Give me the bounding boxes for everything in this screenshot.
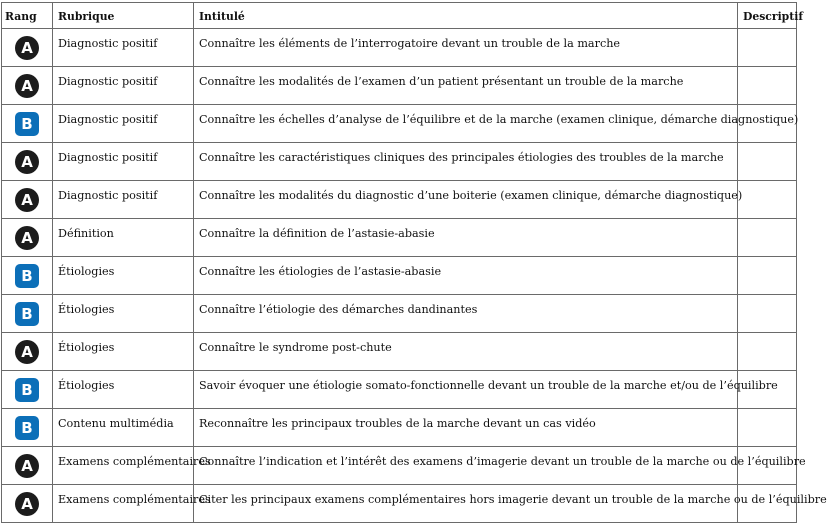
objectives-table bbox=[1, 2, 827, 523]
rubrique-cell: Étiologies bbox=[53, 257, 194, 295]
rang-cell bbox=[2, 371, 53, 409]
rubrique-cell: Étiologies bbox=[53, 333, 194, 371]
rang-badge-a: A bbox=[15, 36, 39, 60]
intitule-cell: Connaître l’indication et l’intérêt des examens d’imagerie devant un trouble de la marche ou de l’équilibre bbox=[194, 447, 738, 485]
descriptif-cell bbox=[738, 295, 797, 333]
rang-badge-b: B bbox=[15, 378, 39, 402]
table-row bbox=[2, 447, 797, 485]
rang-badge-b: B bbox=[15, 112, 39, 136]
table-row bbox=[2, 257, 797, 295]
intitule-cell: Connaître les caractéristiques cliniques des principales étiologies des troubles de la marche bbox=[194, 143, 738, 181]
table-row bbox=[2, 67, 797, 105]
table-row bbox=[2, 485, 797, 523]
descriptif-cell bbox=[738, 409, 797, 447]
rubrique-cell: Diagnostic positif bbox=[53, 67, 194, 105]
rang-cell bbox=[2, 447, 53, 485]
rubrique-cell: Étiologies bbox=[53, 295, 194, 333]
rang-badge-a: A bbox=[15, 226, 39, 250]
table-row bbox=[2, 105, 797, 143]
header-intitule: Intitulé bbox=[194, 3, 738, 29]
rang-cell bbox=[2, 143, 53, 181]
table-row bbox=[2, 333, 797, 371]
rang-badge-b: B bbox=[15, 302, 39, 326]
intitule-cell: Reconnaître les principaux troubles de la marche devant un cas vidéo bbox=[194, 409, 738, 447]
descriptif-cell bbox=[738, 181, 797, 219]
rang-cell bbox=[2, 219, 53, 257]
rang-cell bbox=[2, 409, 53, 447]
rubrique-cell: Examens complémentaires bbox=[53, 485, 194, 523]
table-row bbox=[2, 409, 797, 447]
descriptif-cell bbox=[738, 143, 797, 181]
table-row bbox=[2, 371, 797, 409]
rang-cell bbox=[2, 485, 53, 523]
intitule-cell: Citer les principaux examens complémentaires hors imagerie devant un trouble de la marche ou de l’équilibre bbox=[194, 485, 738, 523]
rubrique-cell: Étiologies bbox=[53, 371, 194, 409]
descriptif-cell bbox=[738, 29, 797, 67]
table-row bbox=[2, 143, 797, 181]
rang-cell bbox=[2, 333, 53, 371]
descriptif-cell bbox=[738, 257, 797, 295]
rang-cell bbox=[2, 29, 53, 67]
descriptif-cell bbox=[738, 333, 797, 371]
table-row bbox=[2, 181, 797, 219]
rang-badge-a: A bbox=[15, 188, 39, 212]
rang-badge-a: A bbox=[15, 492, 39, 516]
intitule-cell: Connaître les modalités du diagnostic d’une boiterie (examen clinique, démarche diagnostique) bbox=[194, 181, 738, 219]
rang-cell bbox=[2, 257, 53, 295]
intitule-cell: Connaître le syndrome post-chute bbox=[194, 333, 738, 371]
rang-cell bbox=[2, 105, 53, 143]
descriptif-cell bbox=[738, 219, 797, 257]
rubrique-cell: Examens complémentaires bbox=[53, 447, 194, 485]
intitule-cell: Connaître les modalités de l’examen d’un patient présentant un trouble de la marche bbox=[194, 67, 738, 105]
intitule-cell: Connaître les étiologies de l’astasie-abasie bbox=[194, 257, 738, 295]
header-rang: Rang bbox=[2, 3, 53, 29]
intitule-cell: Savoir évoquer une étiologie somato-fonctionnelle devant un trouble de la marche et/ou de l’équilibre bbox=[194, 371, 738, 409]
header-rubrique: Rubrique bbox=[53, 3, 194, 29]
rang-badge-a: A bbox=[15, 454, 39, 478]
rang-cell bbox=[2, 181, 53, 219]
rubrique-cell: Diagnostic positif bbox=[53, 29, 194, 67]
intitule-cell: Connaître les éléments de l’interrogatoire devant un trouble de la marche bbox=[194, 29, 738, 67]
table-body bbox=[2, 29, 827, 523]
rubrique-cell: Définition bbox=[53, 219, 194, 257]
rang-cell bbox=[2, 295, 53, 333]
intitule-cell: Connaître les échelles d’analyse de l’équilibre et de la marche (examen clinique, démarche diagnostique) bbox=[194, 105, 738, 143]
rang-badge-a: A bbox=[15, 74, 39, 98]
header-row bbox=[2, 3, 797, 29]
descriptif-cell bbox=[738, 67, 797, 105]
rang-cell bbox=[2, 67, 53, 105]
table-row bbox=[2, 295, 797, 333]
rubrique-cell: Diagnostic positif bbox=[53, 181, 194, 219]
rubrique-cell: Diagnostic positif bbox=[53, 105, 194, 143]
rubrique-cell: Diagnostic positif bbox=[53, 143, 194, 181]
rang-badge-b: B bbox=[15, 264, 39, 288]
rang-badge-a: A bbox=[15, 150, 39, 174]
intitule-cell: Connaître l’étiologie des démarches dandinantes bbox=[194, 295, 738, 333]
rang-badge-b: B bbox=[15, 416, 39, 440]
header-descriptif: Descriptif bbox=[738, 3, 797, 29]
rubrique-cell: Contenu multimédia bbox=[53, 409, 194, 447]
rang-badge-a: A bbox=[15, 340, 39, 364]
table-row bbox=[2, 29, 797, 67]
intitule-cell: Connaître la définition de l’astasie-abasie bbox=[194, 219, 738, 257]
table-row bbox=[2, 219, 797, 257]
